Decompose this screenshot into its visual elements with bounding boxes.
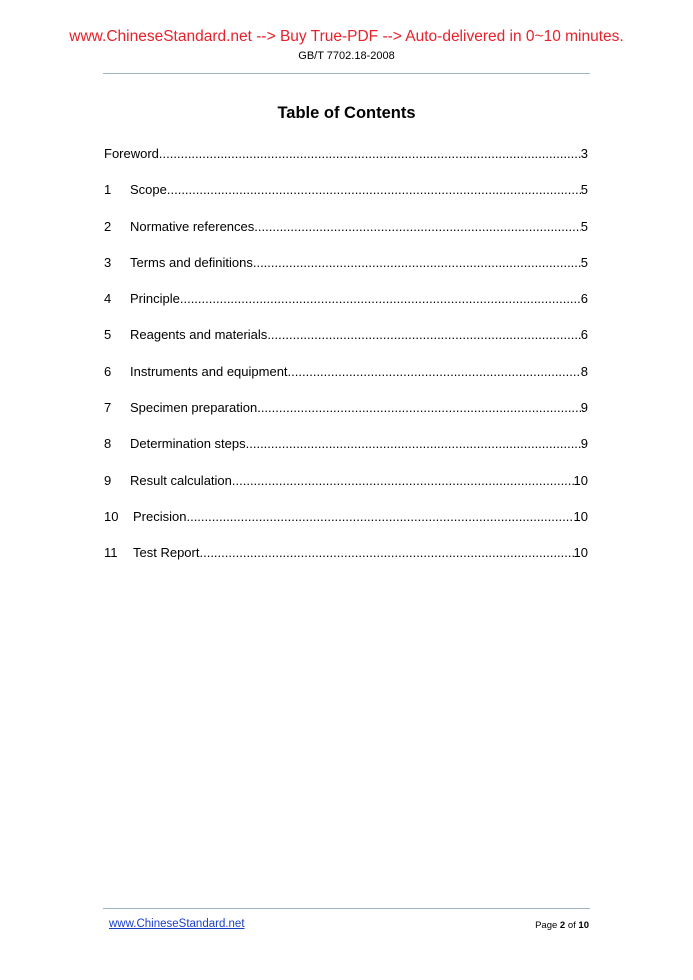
toc-dot-leader: [199, 544, 573, 562]
toc-entry-label: Normative references: [130, 218, 255, 234]
footer-divider: [103, 908, 590, 909]
toc-entry-label: Principle: [130, 291, 180, 307]
toc-entry-number: 11: [104, 545, 118, 561]
toc-entry-number: 6: [104, 363, 112, 379]
toc-dot-leader: [180, 290, 581, 308]
toc-entry-page: 5: [580, 218, 588, 234]
toc-entry-page: 3: [580, 146, 588, 161]
toc-entry-page: 6: [580, 291, 588, 307]
toc-entry-label: Test Report: [133, 545, 200, 561]
page-indicator: [535, 920, 589, 931]
toc-entry-page: 10: [573, 472, 588, 488]
toc-dot-leader: [232, 472, 574, 490]
toc-entry-number: 4: [104, 291, 112, 307]
toc-entry-number: 10: [104, 508, 119, 524]
toc-dot-leader: [253, 254, 581, 272]
of-word: of: [567, 920, 576, 931]
promo-banner[interactable]: www.ChineseStandard.net --> Buy True-PDF --> Auto-delivered in 0~10 minutes.: [69, 28, 624, 45]
toc-entry-page: 6: [580, 327, 588, 343]
toc-entry-foreword[interactable]: [104, 145, 588, 181]
toc-dot-leader: [246, 435, 581, 453]
toc-entry-normative-references[interactable]: [104, 218, 588, 254]
toc-entry-page: 8: [580, 363, 588, 379]
toc-entry-page: 10: [573, 508, 588, 524]
toc-dot-leader: [254, 218, 580, 236]
standard-code: GB/T 7702.18-2008: [298, 50, 395, 62]
toc-entry-result-calculation[interactable]: [104, 472, 588, 508]
toc-entry-number: 8: [104, 436, 112, 452]
toc-entry-label: Determination steps: [130, 436, 246, 452]
toc-entry-reagents-and-materials[interactable]: [104, 326, 588, 362]
toc-entry-number: 5: [104, 327, 112, 343]
toc-entry-instruments-and-equipment[interactable]: [104, 363, 588, 399]
toc-entry-terms-and-definitions[interactable]: [104, 254, 588, 290]
toc-entry-page: 5: [580, 182, 588, 198]
toc-entry-scope[interactable]: [104, 181, 588, 217]
table-of-contents: [104, 145, 588, 581]
toc-entry-label: Scope: [130, 182, 167, 198]
toc-entry-label: Specimen preparation: [130, 400, 258, 416]
toc-entry-label: Foreword: [104, 146, 159, 161]
toc-entry-page: 10: [573, 545, 588, 561]
toc-entry-label: Terms and definitions: [130, 254, 253, 270]
toc-entry-precision[interactable]: [104, 508, 588, 544]
toc-entry-label: Instruments and equipment: [130, 363, 288, 379]
toc-dot-leader: [257, 399, 581, 417]
toc-entry-number: 7: [104, 400, 112, 416]
toc-dot-leader: [159, 145, 581, 163]
toc-entry-page: 5: [580, 254, 588, 270]
toc-entry-number: 2: [104, 218, 112, 234]
header-divider: [103, 73, 590, 74]
total-pages-number: 10: [578, 920, 589, 931]
toc-entry-number: 1: [104, 182, 112, 198]
toc-entry-specimen-preparation[interactable]: [104, 399, 588, 435]
toc-entry-test-report[interactable]: [104, 544, 588, 580]
toc-entry-determination-steps[interactable]: [104, 435, 588, 471]
current-page-number: 2: [559, 920, 566, 931]
toc-entry-number: 3: [104, 254, 112, 270]
toc-entry-page: 9: [580, 436, 588, 452]
toc-dot-leader: [288, 363, 581, 381]
toc-entry-label: Result calculation: [130, 472, 232, 488]
toc-dot-leader: [267, 326, 580, 344]
toc-title: Table of Contents: [277, 104, 416, 122]
toc-entry-principle[interactable]: [104, 290, 588, 326]
page-word: Page: [535, 920, 558, 931]
toc-entry-label: Precision: [133, 508, 187, 524]
toc-dot-leader: [167, 181, 581, 199]
toc-entry-number: 9: [104, 472, 112, 488]
toc-dot-leader: [186, 508, 573, 526]
toc-entry-page: 9: [580, 400, 588, 416]
toc-entry-label: Reagents and materials: [130, 327, 268, 343]
footer-site-link[interactable]: www.ChineseStandard.net: [109, 918, 245, 930]
